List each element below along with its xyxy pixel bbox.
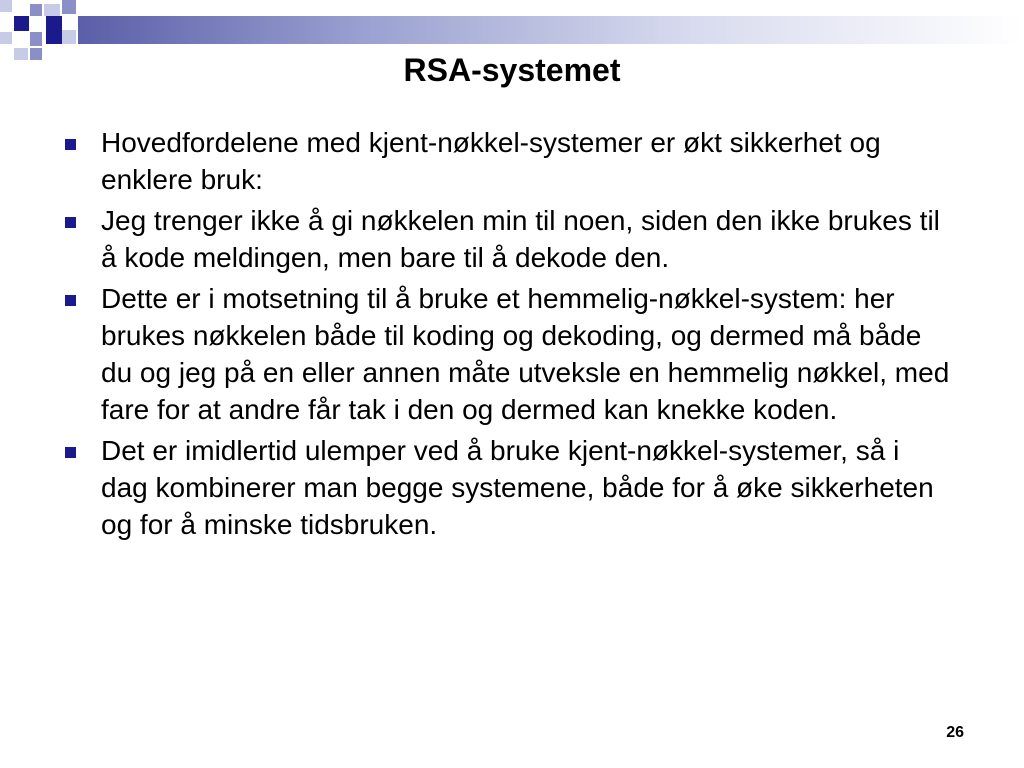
- bullet-text: Jeg trenger ikke å gi nøkkelen min til noen, siden den ikke brukes til å kode meldingen, men bare til å dekode den.: [101, 205, 940, 273]
- square-bullet-icon: [65, 295, 76, 306]
- bullet-text: Det er imidlertid ulemper ved å bruke kjent-nøkkel-systemer, så i dag kombinerer man begge systemene, både for å øke sikkerheten og for å minske tidsbruken.: [101, 435, 934, 540]
- decor-square: [0, 32, 12, 44]
- decor-square: [14, 16, 29, 31]
- bullet-item: [62, 432, 952, 543]
- decor-square: [30, 4, 42, 16]
- bullet-item: [62, 280, 952, 428]
- bullet-list: [62, 124, 952, 547]
- header-gradient-bar: [78, 16, 1024, 44]
- square-bullet-icon: [65, 447, 76, 458]
- bullet-text: Hovedfordelene med kjent-nøkkel-systemer er økt sikkerhet og enklere bruk:: [101, 127, 881, 195]
- decor-square: [0, 0, 12, 12]
- decor-square: [44, 4, 60, 16]
- square-bullet-icon: [65, 217, 76, 228]
- decor-square: [62, 30, 76, 44]
- bullet-text: Dette er i motsetning til å bruke et hemmelig-nøkkel-system: her brukes nøkkelen både til koding og dekoding, og dermed må både du og jeg på en eller annen måte utveksle en hemmelig nøkkel, med fare for at andre får tak i den og dermed kan knekke koden.: [101, 283, 950, 425]
- page-number: 26: [946, 724, 964, 741]
- decor-square: [62, 0, 76, 14]
- decor-square: [30, 32, 42, 46]
- square-bullet-icon: [65, 139, 76, 150]
- bullet-item: [62, 202, 952, 276]
- decor-square: [46, 16, 62, 44]
- slide-title: RSA-systemet: [403, 52, 621, 88]
- bullet-item: [62, 124, 952, 198]
